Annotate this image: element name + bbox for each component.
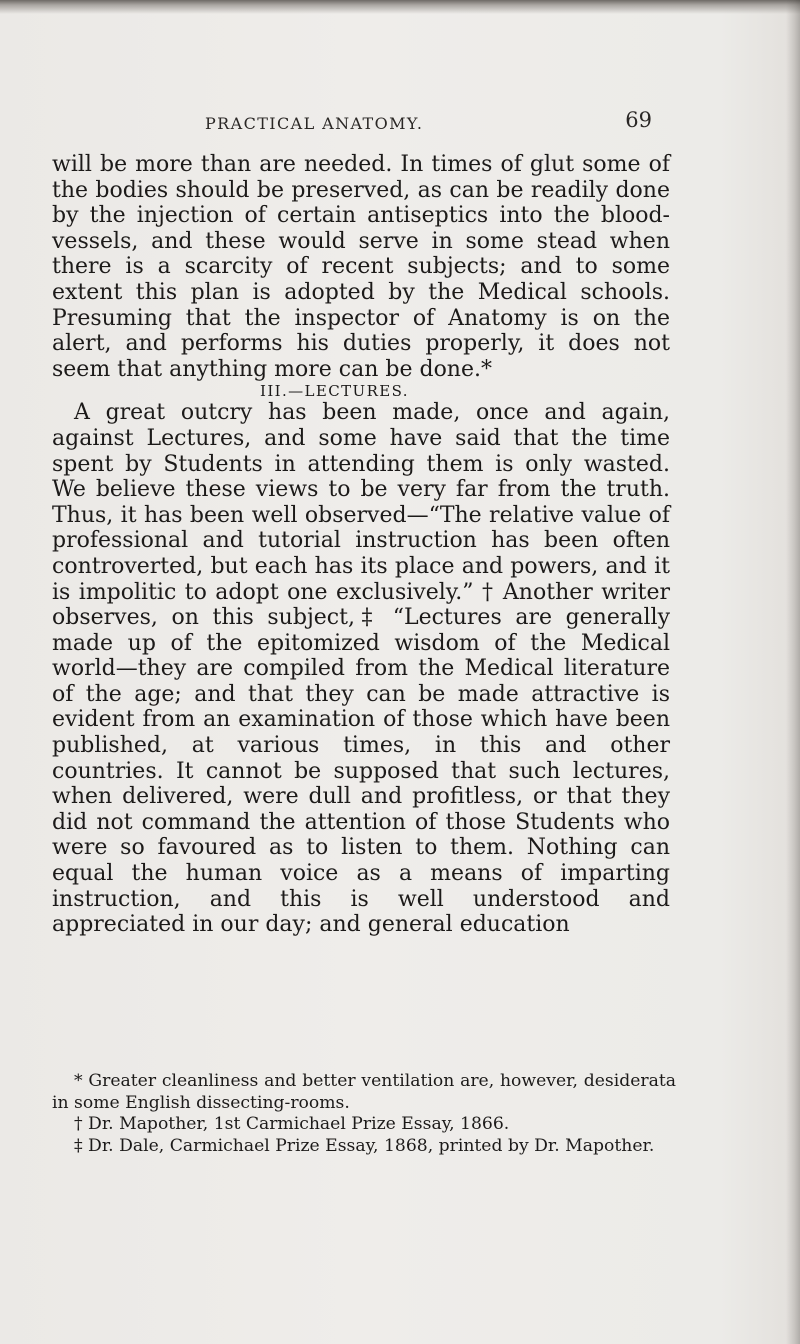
scan-top-shadow — [0, 0, 800, 14]
footnotes — [52, 1071, 676, 1157]
scan-page-edge — [786, 0, 800, 1344]
running-head: PRACTICAL ANATOMY. — [205, 114, 424, 133]
paragraph-text: A great outcry has been made, once and again, against Lectures, and some have said that the time spent by Students in attending them is only wasted. We believe these views to be very far from the truth. Thus, it has been well observed—“The relative value of professional and tutorial instruction has been often controverted, but each has its place and powers, and it is impolitic to adopt one exclusively.” † Another writer observes, on this subject,‡ “Lectures are generally made up of the epitomized wisdom of the Medical world—they are compiled from the Medical literature of the age; and that they can be made attractive is evident from an examination of those which have been published, at various times, in this and other countries. It cannot be supposed that such lectures, when delivered, were dull and profitless, or that they did not command the attention of those Students who were so favoured as to listen to them. Nothing can equal the human voice as a means of imparting instruction, and this is well understood and appreciated in our day; and general education — [52, 400, 670, 938]
main-text — [52, 152, 670, 938]
section-heading: III.—LECTURES. — [260, 382, 409, 401]
paragraph-text: will be more than are needed. In times of glut some of the bodies should be preserved, as can be readily done by the injection of certain antiseptics into the blood-vessels, and these would serve in some stead when there is a scarcity of recent subjects; and to some extent this plan is adopted by the Medical schools. Presuming that the inspector of Anatomy is on the alert, and performs his duties properly, it does not seem that anything more can be done.* — [52, 152, 670, 382]
footnote: † Dr. Mapother, 1st Carmichael Prize Essay, 1866. — [74, 1114, 510, 1135]
footnote: * Greater cleanliness and better ventilation are, however, desiderata in some English dissecting-rooms. — [52, 1071, 676, 1113]
page-header — [62, 108, 652, 142]
page-number: 69 — [625, 108, 652, 132]
footnote: ‡ Dr. Dale, Carmichael Prize Essay, 1868, printed by Dr. Mapother. — [74, 1135, 655, 1156]
